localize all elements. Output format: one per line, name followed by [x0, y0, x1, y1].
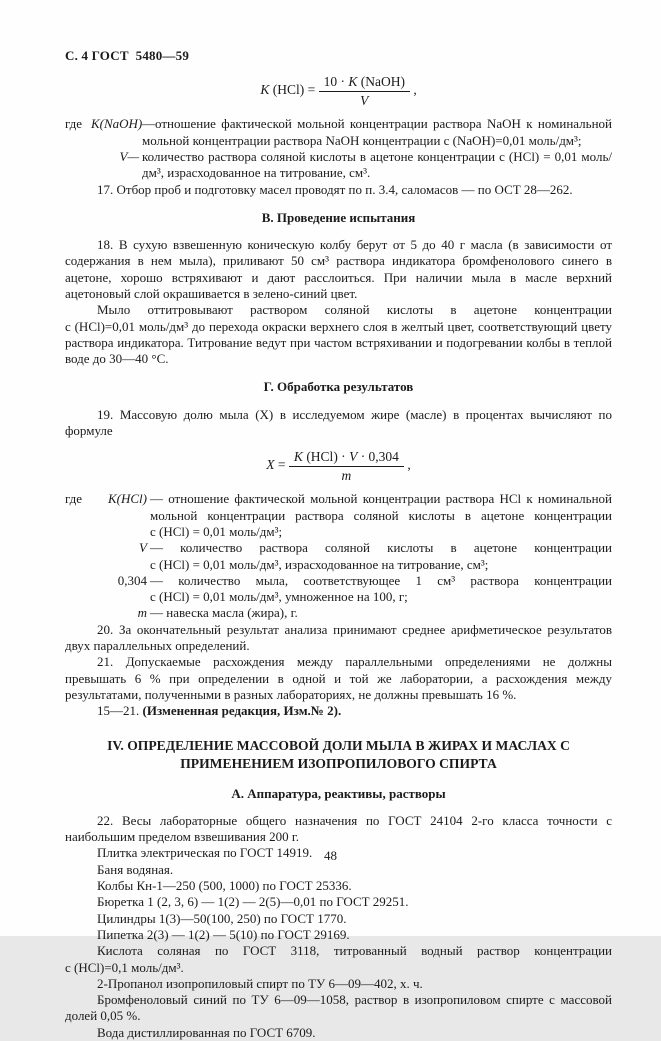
formula-comma: , — [409, 82, 417, 98]
formula-lhs: = — [274, 457, 289, 473]
where-label: где — [65, 491, 83, 507]
definition-row — [65, 149, 612, 182]
definition-term: К(HCl) — [108, 491, 147, 507]
numerator-coefficient: · 0,304 — [357, 449, 399, 465]
definition-text: — отношение фактической мольной концентрации раствора HCl к номинальной мольной концентрации раствора соляной кислоты в ацетоне концентрации с (HCl) = 0,01 моль/дм³; — [150, 491, 612, 539]
para-17: 17. Отбор проб и подготовку масел проводят по п. 3.4, саломасов — по ОСТ 28—262. — [97, 181, 573, 197]
apparatus-item: Плитка электрическая по ГОСТ 14919. — [97, 845, 313, 861]
definition-row — [65, 540, 612, 573]
para-21: 21. Допускаемые расхождения между параллельными определениями не должны превышать 6 % при определении в одной и той же лаборатории, а расхождения между результатами, полученными в разных лабораториях, не должны превышать 16 %. — [65, 654, 612, 702]
where-spacer — [65, 605, 91, 621]
definition-term: m — [137, 605, 147, 621]
definition-text: количество раствора соляной кислоты в ацетоне концентрации с (HCl) = 0,01 моль/дм³, израсходованное на титрование, см³. — [142, 148, 612, 181]
apparatus-item: Цилиндры 1(3)—50(100, 250) по ГОСТ 1770. — [97, 910, 347, 926]
apparatus-item: Вода дистиллированная по ГОСТ 6709. — [97, 1024, 316, 1040]
definition-term: V— — [119, 148, 139, 164]
definition-text: — количество раствора соляной кислоты в ацетоне концентрации с (HCl) = 0,01 моль/дм³, израсходованное на титрование, см³; — [150, 540, 612, 572]
where-spacer — [65, 540, 91, 573]
numerator-variable-v: V — [349, 449, 358, 465]
numerator-variable: K — [348, 74, 358, 90]
numerator-argument: (HCl) · — [302, 449, 350, 465]
apparatus-item: Бромфеноловый синий по ТУ 6—09—1058, раствор в изопропиловом спирте с массовой долей 0,05 %. — [65, 992, 612, 1024]
para-titration: Мыло оттитровывают раствором соляной кислоты в ацетоне концентрации с (HCl)=0,01 моль/дм³ до перехода окраски верхнего слоя в желтый цвет, соответствующий цвету раствора индикатора. Титрование ведут при частом встряхивании и подогревании колбы в теплой воде до 30—40 °С. — [65, 302, 612, 367]
formula-x — [65, 449, 612, 483]
definition-row — [65, 605, 612, 621]
page-number: 48 — [324, 847, 337, 863]
section-iv-heading: IV. ОПРЕДЕЛЕНИЕ МАССОВОЙ ДОЛИ МЫЛА В ЖИРАХ И МАСЛАХ С ПРИМЕНЕНИЕМ ИЗОПРОПИЛОВОГО СПИРТА — [107, 737, 570, 771]
page-header: С. 4 ГОСТ 5480—59 — [65, 48, 190, 63]
amendment-note — [65, 703, 612, 719]
numerator-variable-k: K — [293, 449, 303, 465]
definition-text: — количество мыла, соответствующее 1 см³ раствора концентрации с (HCl) = 0,01 моль/дм³, умноженное на 100, г; — [150, 572, 612, 605]
apparatus-item: 2-Пропанол изопропиловый спирт по ТУ 6—09—402, х. ч. — [97, 975, 423, 991]
apparatus-item: Баня водяная. — [97, 861, 174, 877]
numerator-coefficient: 10 · — [323, 74, 349, 90]
formula-comma: , — [403, 457, 411, 473]
section-a-heading: А. Аппаратура, реактивы, растворы — [231, 785, 446, 801]
where-label: где — [65, 116, 83, 132]
denominator-variable: V — [360, 92, 369, 108]
formula-lhs-variable: X — [266, 457, 275, 473]
where-spacer — [65, 149, 91, 182]
definition-term: V — [139, 540, 147, 556]
amendment-text: (Измененная редакция, Изм.№ 2). — [142, 703, 342, 719]
formula-lhs-variable: K — [260, 82, 270, 98]
fraction — [319, 74, 410, 108]
para-18: 18. В сухую взвешенную коническую колбу берут от 5 до 40 г масла (в зависимости от содержания в нем мыла), приливают 50 см³ раствора индикатора бромфенолового синего в ацетоне, хорошо встряхивают и дают расслоиться. При наличии мыла в масле верхний ацетоновый слой окрашивается в зелено-синий цвет. — [65, 237, 612, 301]
para-19: 19. Массовую долю мыла (X) в исследуемом жире (масле) в процентах вычисляют по формуле — [65, 406, 612, 439]
definition-text: — навеска масла (жира), г. — [150, 605, 298, 621]
definition-term: К(NaOH) — [91, 116, 143, 132]
where-spacer — [65, 573, 91, 606]
apparatus-item: Пипетка 2(3) — 1(2) — 5(10) по ГОСТ 29169. — [97, 926, 350, 942]
section-b-heading: В. Проведение испытания — [261, 209, 416, 225]
numerator-argument: (NaOH) — [357, 74, 405, 90]
definition-row — [65, 491, 612, 540]
definition-term: 0,304 — [117, 572, 147, 588]
definition-list-hcl — [65, 491, 612, 621]
definition-row — [65, 573, 612, 606]
definition-row — [65, 116, 612, 149]
fraction — [289, 449, 404, 483]
section-g-heading: Г. Обработка результатов — [263, 379, 414, 395]
formula-k-hcl — [65, 74, 612, 108]
denominator-variable: m — [341, 467, 352, 483]
formula-lhs: (HCl) = — [269, 82, 319, 98]
apparatus-item: Бюретка 1 (2, 3, 6) — 1(2) — 2(5)—0,01 по ГОСТ 29251. — [97, 894, 409, 910]
definition-text: —отношение фактической мольной концентрации раствора NaOH к номинальной мольной концентрации раствора NaOH концентрации с (NaOH)=0,01 моль/дм³; — [142, 116, 612, 148]
definition-list-naoh — [65, 116, 612, 181]
amendment-range: 15—21. — [97, 703, 143, 719]
para-22: 22. Весы лабораторные общего назначения по ГОСТ 24104 2-го класса точности с наибольшим пределом взвешивания 200 г. — [65, 812, 612, 845]
apparatus-item: Колбы Кн-1—250 (500, 1000) по ГОСТ 25336. — [97, 878, 352, 894]
para-20: 20. За окончательный результат анализа принимают среднее арифметическое результатов двух параллельных определений. — [65, 621, 612, 654]
apparatus-item: Кислота соляная по ГОСТ 3118, титрованный водный раствор концентрации с (HCl)=0,1 моль/дм³. — [65, 943, 612, 975]
